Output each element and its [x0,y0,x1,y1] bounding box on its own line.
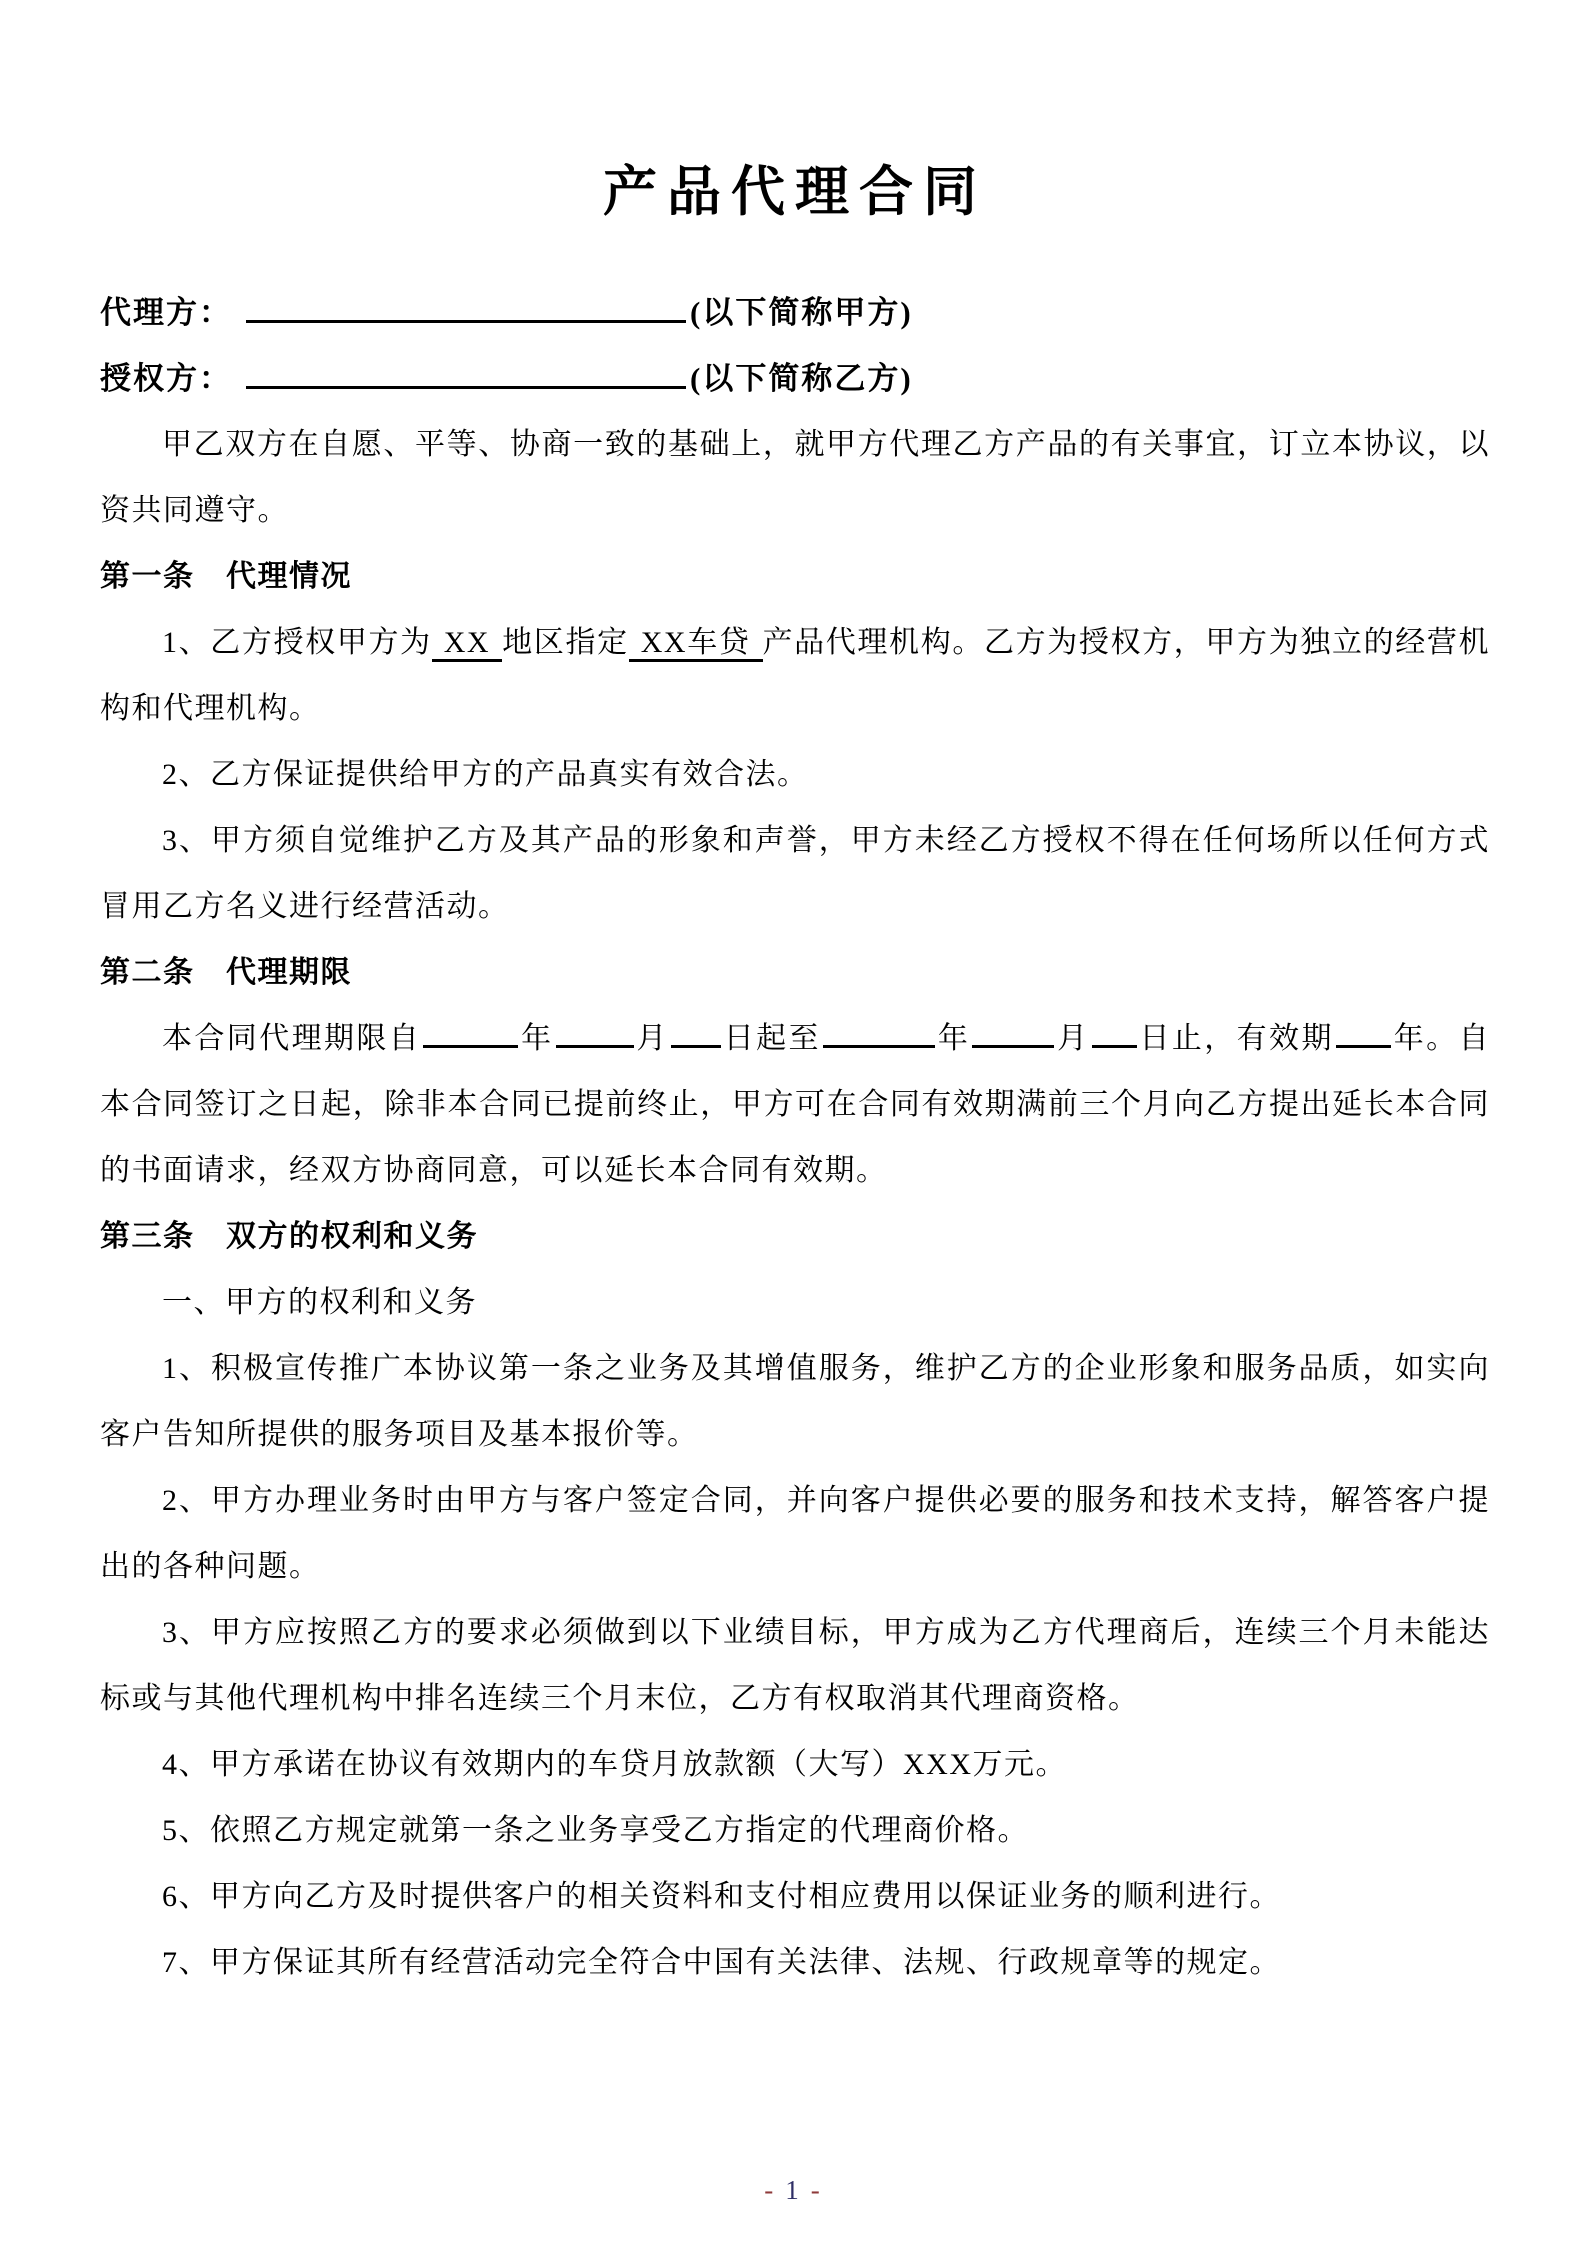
party-row-principal [100,346,1490,412]
section-2-heading: 第二条 代理期限 [100,956,352,989]
end-month-blank [972,1018,1054,1048]
start-month-blank [556,1018,634,1048]
section-3-item-3: 3、甲方应按照乙方的要求必须做到以下业绩目标，甲方成为乙方代理商后，连续三个月未能达标或与其他代理机构中排名连续三个月末位，乙方有权取消其代理商资格。 [100,1616,1490,1715]
clause-text: 地区指定 [502,626,629,659]
page-number [0,2175,1586,2206]
section-3-item-7: 7、甲方保证其所有经营活动完全符合中国有关法律、法规、行政规章等的规定。 [162,1946,1281,1979]
section-3-item-2: 2、甲方办理业务时由甲方与客户签定合同，并向客户提供必要的服务和技术支持，解答客户提出的各种问题。 [100,1484,1490,1583]
validity-years-blank [1336,1018,1391,1048]
intro-paragraph: 甲乙双方在自愿、平等、协商一致的基础上，就甲方代理乙方产品的有关事宜，订立本协议，以资共同遵守。 [100,428,1490,527]
section-1-heading: 第一条 代理情况 [100,560,352,593]
clause-text: 月 [635,1022,669,1055]
end-year-blank [823,1018,935,1048]
page-number-value: 1 [785,2175,801,2205]
clause-text: 月 [1056,1022,1090,1055]
product-blank-filled: XX车贷 [629,626,763,662]
section-3-item-5: 5、依照乙方规定就第一条之业务享受乙方指定的代理商价格。 [162,1814,1029,1847]
section-1-item-1 [100,610,1490,742]
principal-label: 授权方： [100,361,232,396]
section-3-heading: 第三条 双方的权利和义务 [100,1220,478,1253]
region-blank-filled: XX [432,626,502,662]
section-2-term-paragraph [100,1006,1490,1204]
clause-text: 本合同代理期限自 [162,1022,422,1055]
document-title: 产品代理合同 [603,162,987,222]
agent-label: 代理方： [100,295,232,330]
party-row-agent [100,280,1490,346]
section-1-item-3: 3、甲方须自觉维护乙方及其产品的形象和声誉，甲方未经乙方授权不得在任何场所以任何方式冒用乙方名义进行经营活动。 [100,824,1490,923]
principal-name-blank-line [246,357,686,389]
section-3-item-1: 1、积极宣传推广本协议第一条之业务及其增值服务，维护乙方的企业形象和服务品质，如实向客户告知所提供的服务项目及基本报价等。 [100,1352,1490,1451]
clause-text: 年 [936,1022,971,1055]
clause-text: 日止，有效期 [1138,1022,1334,1055]
clause-text: 产品代理机构。乙方为授权方，甲方为独立的经营机构和代理机构。 [100,626,1491,725]
end-day-blank [1092,1018,1137,1048]
page-number-left-dash: - [764,2175,776,2205]
section-3-item-6: 6、甲方向乙方及时提供客户的相关资料和支付相应费用以保证业务的顺利进行。 [162,1880,1281,1913]
clause-text: 年。自本合同签订之日起，除非本合同已提前终止，甲方可在合同有效期满前三个月向乙方提出延长本合同的书面请求，经双方协商同意，可以延长本合同有效期。 [100,1022,1491,1187]
section-1-item-2: 2、乙方保证提供给甲方的产品真实有效合法。 [162,758,809,791]
agent-suffix: (以下简称甲方) [690,295,913,330]
clause-text: 1、乙方授权甲方为 [162,626,432,659]
clause-text: 年 [520,1022,554,1055]
section-3-subheading: 一、甲方的权利和义务 [162,1286,477,1319]
page-number-right-dash: - [810,2175,822,2205]
start-year-blank [423,1018,518,1048]
agent-name-blank-line [246,291,686,323]
start-day-blank [671,1018,721,1048]
section-3-item-4: 4、甲方承诺在协议有效期内的车贷月放款额（大写）XXX万元。 [162,1748,1067,1781]
principal-suffix: (以下简称乙方) [690,361,913,396]
clause-text: 日起至 [722,1022,821,1055]
